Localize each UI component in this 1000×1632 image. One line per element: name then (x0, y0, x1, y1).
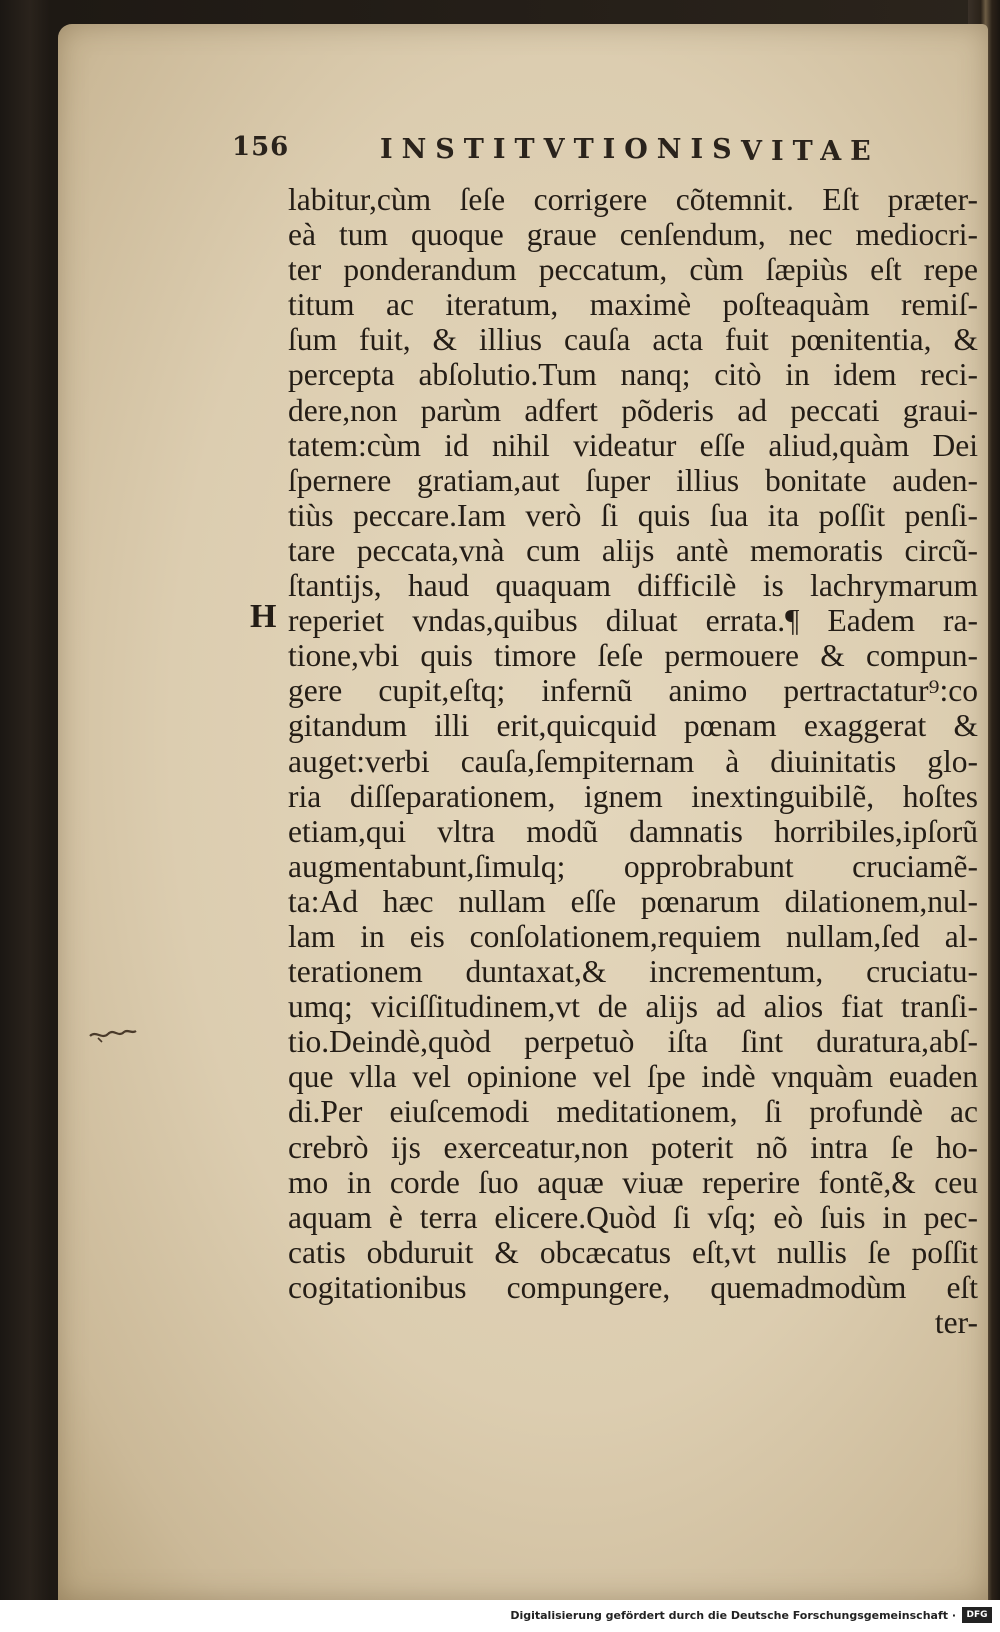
text-line: lam in eis conſolationem,requiem nullam,ſed al- (288, 918, 978, 954)
text-line: labitur,cùm ſeſe corrigere cõtemnit. Eſt præter- (288, 182, 978, 217)
margin-letter: H (250, 598, 277, 635)
text-line: ſpernere gratiam,aut ſuper illius bonitate auden- (288, 462, 978, 498)
text-line: mo in corde ſuo aquæ viuæ reperire fontẽ,& ceu (288, 1164, 978, 1200)
dfg-logo: DFG (962, 1607, 992, 1623)
funding-credit: Digitalisierung gefördert durch die Deutsche Forschungsgemeinschaft · (510, 1609, 956, 1622)
text-line: percepta abſolutio.Tum nanq; citò in idem reci- (288, 357, 978, 393)
text-line: eà tum quoque graue cenſendum, nec mediocri- (288, 217, 978, 253)
digitization-footer (0, 1600, 1000, 1632)
page-number: 156 (232, 132, 290, 162)
body-text (288, 182, 978, 1340)
text-line: auget:verbi cauſa,ſempiternam à diuinitatis glo- (288, 743, 978, 779)
text-line: cogitationibus compungere, quemadmodùm eſt (288, 1269, 978, 1305)
text-line: aquam è terra elicere.Quòd ſi vſq; eò ſuis in pec- (288, 1199, 978, 1235)
text-line: ria diſſeparationem, ignem inextinguibilẽ, hoſtes (288, 778, 978, 814)
text-line: tiùs peccare.Iam verò ſi quis ſua ita poſſit penſi- (288, 497, 978, 533)
text-line: tatem:cùm id nihil videatur eſſe aliud,quàm Dei (288, 427, 978, 463)
running-title-end: VITAE (741, 136, 880, 167)
text-line: tione,vbi quis timore ſeſe permouere & compun- (288, 638, 978, 674)
running-head (58, 132, 988, 182)
text-line: ſum fuit, & illius cauſa acta fuit pœnitentia, & (288, 322, 978, 358)
margin-ink-mark (88, 1022, 138, 1046)
text-line: titum ac iteratum, maximè poſteaquàm remiſ- (288, 287, 978, 323)
text-line: etiam,qui vltra modũ damnatis horribiles,ipſorũ (288, 813, 978, 849)
text-line: terationem duntaxat,& incrementum, cruciatu- (288, 954, 978, 990)
text-line: gere cupit,eſtq; infernũ animo pertractatur⁹:co (288, 673, 978, 709)
text-line: augmentabunt,ſimulq; opprobrabunt cruciamẽ- (288, 848, 978, 884)
text-line: gitandum illi erit,quicquid pœnam exaggerat & (288, 708, 978, 744)
text-line: ter ponderandum peccatum, cùm ſæpiùs eſt repe (288, 252, 978, 288)
text-line: ta:Ad hæc nullam eſſe pœnarum dilationem,nul- (288, 883, 978, 919)
text-line: crebrò ijs exerceatur,non poterit nõ intra ſe ho- (288, 1129, 978, 1165)
text-line: ter- (934, 1305, 978, 1340)
book-page (58, 24, 988, 1600)
text-line: umq; viciſſitudinem,vt de alijs ad alios fiat tranſi- (288, 989, 978, 1025)
running-title: INSTITVTIONIS (380, 134, 741, 165)
text-line: reperiet vndas,quibus diluat errata.¶ Eadem ra- (288, 603, 978, 639)
text-line: ſtantijs, haud quaquam difficilè is lachrymarum (288, 568, 978, 604)
text-line: dere,non parùm adfert põderis ad peccati graui- (288, 392, 978, 428)
text-line: catis obduruit & obcæcatus eſt,vt nullis ſe poſſit (288, 1234, 978, 1270)
text-line: tio.Deindè,quòd perpetuò iſta ſint duratura,abſ- (288, 1024, 978, 1060)
text-line: di.Per eiuſcemodi meditationem, ſi profundè ac (288, 1094, 978, 1130)
text-line: tare peccata,vnà cum alijs antè memoratis circũ- (288, 532, 978, 568)
text-line: que vlla vel opinione vel ſpe indè vnquàm euaden (288, 1059, 978, 1095)
